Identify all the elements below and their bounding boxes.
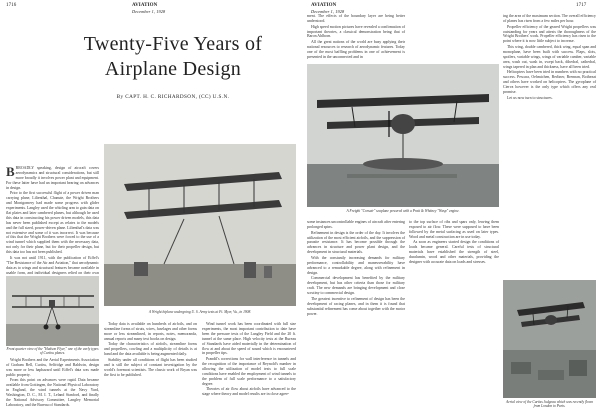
paragraph: ing the area of the maximum section. The overall efficiency of planes has risen from a few miles per hour. [503,14,596,23]
photo-hudson-flyer-caption: Front quarter view of the "Hudson Flyer," one of the early types of Curtiss planes. [6,347,99,356]
photo-corsair-seaplane-caption: A Freight "Corsair" seaplane powered with a Pratt & Whitney "Wasp" engine. [346,209,460,213]
paragraph: Commercial development has benefited by the military development, but has other criteria than those for military craft. The new demands are bringing development and close scrutiny to commercial design. [307,276,405,296]
paragraph: Wind tunnel work has been coordinated with full size experiments, the most important contribution to date have been the pressure tests of the Langley Field and the 20 ft. tunnel at the same place. High velocity tests at the Bureau of Standards have aided materially in the determination of flow at and about the speed of sound which is encountered in propeller tips. [202,322,296,356]
paragraph: some instances uncontrollable engines of aircraft after entering prolonged spins. [307,220,405,229]
photo-aerial-view [503,280,596,398]
seaplane-image [307,64,499,207]
left-column-3 [202,322,296,418]
paragraph: High speed motion pictures have revealed a confirmation of important theories, a classical demonstration being that of Baron Ahlborn. [307,24,405,39]
paragraph: Today data is available on hundreds of airfoils, and on streamline forms of struts, wires, fuselages and other forms more or less streamlined, in reports, notes, memoranda, annual reports and many text books on design. [104,322,197,341]
left-column-1 [6,166,99,274]
right-page [301,0,602,420]
aerial-view-image [503,280,596,398]
paragraph: Stability under all conditions of flight has been studied and is still the subject of constant investigation by the world's foremost scientists. The classic work of Bryan was the first to be published. [104,357,197,377]
left-page-number: 1716 [6,3,17,8]
paragraph: All the great nations of the world are busy applying their national resources to research of aerodynamic features. Today one of the most baffling problems in one of achievement is presented in the unconnected and in [307,40,405,59]
right-page-number: 1717 [576,3,587,8]
paragraph: to the top surface of ribs and spars only, leaving them exposed to air flow. These were supposed to have been followed by the metal surfacing as used on later types. Wood and metal construction are in use today. [409,220,499,239]
paragraph: BBROADLY speaking, design of aircraft covers aerodynamics and structural considerations, but still more broadly it involves power plant and equipment. For these latter have had an important bearing on advances in design. [6,164,99,190]
paragraph: This wing, double cambered, thick wing, equal span and monoplane, have been built with success. Flaps, slots, spoilers, variable wings, wings of variable camber, variable area, wash out, wash in, swept back, dihedral, cathedral, wings tapered in plan and thickness, have all been tried. [503,45,596,69]
paragraph: Wright Brothers and the Aerial Experiments Association of Graham Bell, Curtiss, Selfridge and Baldwin, design was more or less haphazard until Eiffel's data was made public property. [6,358,99,377]
photo-hudson-flyer [6,276,99,346]
photo-wright-biplane [104,144,296,306]
paragraph: ment. The effects of the boundary layer are being better understood. [307,14,405,23]
paragraph: It was not until 1911, with the publication of Eiffel's "The Resistance of the Air and Aviation," that aerodynamic data as to wings and structural features became available in usable form, and individual designers relied on their own [6,255,99,275]
left-running-head-title: AVIATION [132,3,158,8]
article-title-line2: Airplane Design [104,58,242,80]
photo-wright-biplane-caption: A Wright biplane undergoing U. S. Army tests at Ft. Myer, Va., in 1908. [148,310,252,314]
right-column-1 [307,14,405,62]
paragraph: Prior to the first successful flight of a power driven man carrying plane, Lilienthal, Chanute, the Wright Brothers and Montgomery had made some progress with glider experiments. Langley used the whirling arm to gain data on flat plates and later cambered planes, but although he used this data in constructing his power driven models, this data has never been published except as relates to the models and the full sized, power-driven plane. Lilienthal's data was not extensive and some of it was incorrect. It was because of this that the Wright Brothers were forced to the use of a wind tunnel which supplied them with the necessary data, not only for their plane, but for their propeller design, but this data too has not been published. [6,191,99,255]
left-column-2 [104,322,197,418]
right-column-2 [503,14,596,276]
paragraph: With the constantly increasing demands for military performance, controllability and maneuverability have advanced to a remarkable degree, along with refinement in design. [307,255,405,275]
right-running-head-title: AVIATION [311,3,337,8]
paragraph: Propeller efficiency of the geared Wright propellers was outstanding for years and attests the thoroughness of the Wright Brothers' work. Propeller efficiency has risen to the point where it is now little subject to increase. [503,24,596,44]
right-column-middle [409,220,499,418]
photo-aerial-view-caption: Aerial view of the Curtiss Judgeau which was recently flown from London to Paris. [505,400,593,409]
article-title-line1: Twenty-Five Years of [83,33,263,55]
paragraph: Let us now turn to structures. [507,95,553,100]
right-column-1-continued [307,220,405,418]
photo-corsair-seaplane [307,64,499,207]
paragraph: From this point on advances were rapid. Data became available from Gottingen, the National Physical Laboratory in England, the wind tunnels at the Navy Yard, Washington, D. C., M. I. T., Leland Stanford, and finally the National Advisory Committee, Langley Memorial Laboratory, and the Bureau of Standards. [6,378,99,407]
paragraph: Prandtl's corrections for wall interference in tunnels and the recognition of the importance of Reynold's number in allowing the utilization of model tests to full scale conditions have enabled the employment of wind tunnels to the problem of full scale performance to a satisfactory degree. [202,357,296,386]
right-running-head-date: December 1, 1928 [311,9,345,14]
left-running-head-date: December 1, 1928 [132,9,166,14]
paragraph: As soon as engineers started design the conditions of loads became general. Careful tests of structural materials have established the strength of steel, duralumin, wood and other materials, providing the designer with accurate data on loads and stresses. [409,240,499,265]
biplane-front-image [6,276,99,346]
wright-biplane-image [104,144,296,306]
paragraph: The greatest incentive to refinement of design has been the development of racing planes, and in them it is found that substantial refinement has come about together with the motor power. [307,296,405,316]
paragraph: Theories of air flow about airfoils have advanced to the stage where theory and model results are in close agree- [202,387,296,397]
paragraph: Today the characteristics of airfoils, streamline forms and propellers, cowling and a multiplicity of details is at hand and the data available is being augmented daily. [104,342,197,357]
left-column-1-continued [6,358,99,418]
paragraph: Helicopters have been tried in numbers with no practical success. Pescara, Oehmichen, Berliner, Brennan, Bothezat and others have worked on helicopters. The gyroplane of Cierva however is the only type which offers any real promise. [503,70,596,94]
article-byline: By CAPT. H. C. RICHARDSON, (CC) U.S.N. [116,94,230,100]
paragraph: Refinement in design is the order of the day. It involves the utilization of the most efficient airfoils, and the suppression of parasite resistance. It has become possible through the advances in structure and power plant design, and the development in structural materials. [307,230,405,255]
drop-cap: B [6,164,15,179]
